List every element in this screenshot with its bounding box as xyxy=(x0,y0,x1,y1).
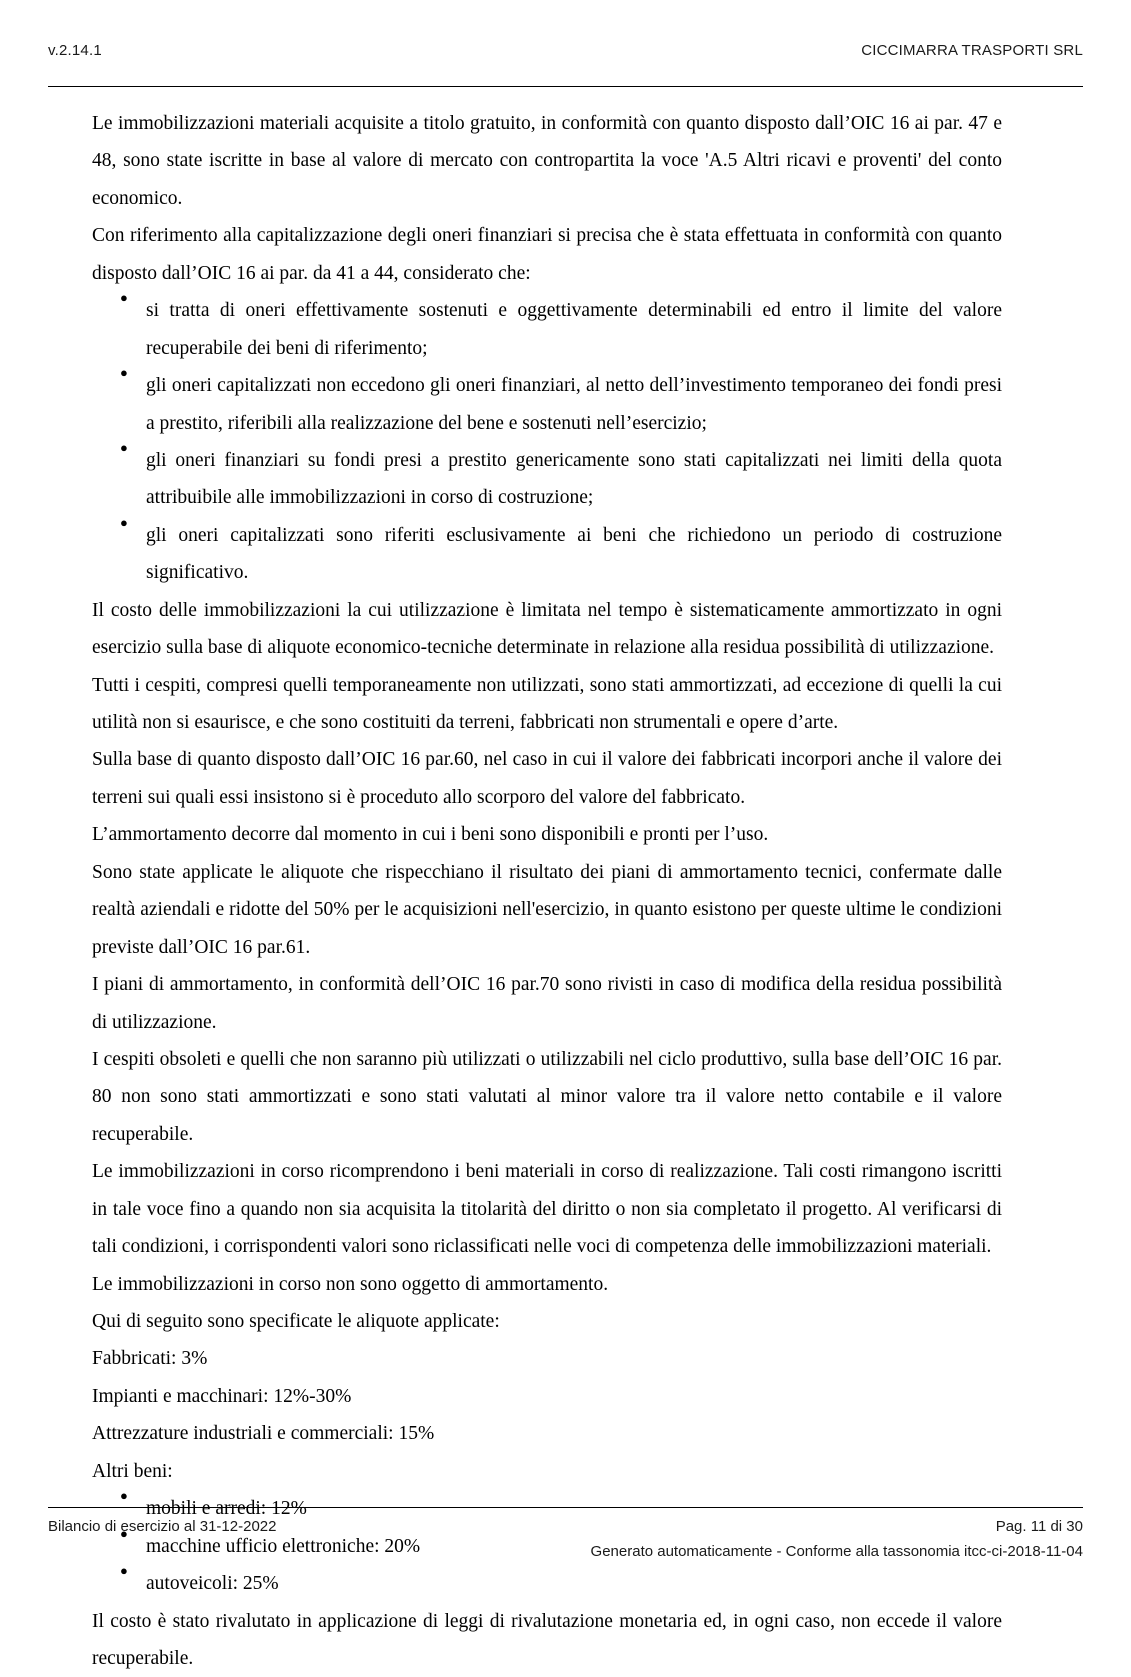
footer-note: Generato automaticamente - Conforme alla tassonomia itcc-ci-2018-11-04 xyxy=(48,1543,1083,1560)
paragraph-decorrenza-ammortamento: L’ammortamento decorre dal momento in cui i beni sono disponibili e pronti per l’uso. xyxy=(92,816,1002,853)
rate-impianti-macchinari: Impianti e macchinari: 12%-30% xyxy=(92,1378,1002,1415)
footer-balance-label: Bilancio di esercizio al 31-12-2022 xyxy=(48,1518,276,1535)
document-body xyxy=(92,105,1002,1677)
header-company-name: CICCIMARRA TRASPORTI SRL xyxy=(861,42,1083,59)
paragraph-aliquote-intro: Qui di seguito sono specificate le aliquote applicate: xyxy=(92,1303,1002,1340)
paragraph-gratuito: Le immobilizzazioni materiali acquisite a titolo gratuito, in conformità con quanto disposto dall’OIC 16 ai par. 47 e 48, sono state iscritte in base al valore di mercato con contropartita la voce 'A.5 Altri ricavi e proventi' del conto economico. xyxy=(92,105,1002,217)
page-header xyxy=(48,42,1083,87)
rate-attrezzature: Attrezzature industriali e commerciali: 15% xyxy=(92,1415,1002,1452)
rate-altri-beni-label: Altri beni: xyxy=(92,1453,1002,1490)
list-item: ● si tratta di oneri effettivamente sostenuti e oggettivamente determinabili ed entro il limite del valore recuperabile dei beni di riferimento; xyxy=(92,292,1002,367)
list-item: ● mobili e arredi: 12% xyxy=(92,1490,1002,1527)
list-item: ● gli oneri capitalizzati non eccedono gli oneri finanziari, al netto dell’investimento temporaneo dei fondi presi a prestito, riferibili alla realizzazione del bene e sostenuti nell’esercizio; xyxy=(92,367,1002,442)
footer-page-number: Pag. 11 di 30 xyxy=(996,1518,1083,1535)
paragraph-piani-revisione: I piani di ammortamento, in conformità dell’OIC 16 par.70 sono rivisti in caso di modifica della residua possibilità di utilizzazione. xyxy=(92,966,1002,1041)
rate-fabbricati: Fabbricati: 3% xyxy=(92,1340,1002,1377)
paragraph-rivalutazione: Il costo è stato rivalutato in applicazione di leggi di rivalutazione monetaria ed, in ogni caso, non eccede il valore recuperabile. xyxy=(92,1603,1002,1677)
page-footer xyxy=(48,1507,1083,1560)
list-item: ● gli oneri finanziari su fondi presi a prestito genericamente sono stati capitalizzati nei limiti della quota attribuibile alle immobilizzazioni in corso di costruzione; xyxy=(92,442,1002,517)
header-version: v.2.14.1 xyxy=(48,42,102,59)
list-item: ● autoveicoli: 25% xyxy=(92,1565,1002,1602)
paragraph-immobilizzazioni-in-corso: Le immobilizzazioni in corso ricomprendono i beni materiali in corso di realizzazione. Tali costi rimangono iscritti in tale voce fino a quando non sia acquisita la titolarità del diritto o non sia completato il progetto. Al verificarsi di tali condizioni, i corrispondenti valori sono riclassificati nelle voci di competenza delle immobilizzazioni materiali. xyxy=(92,1153,1002,1265)
paragraph-scorporo-terreni: Sulla base di quanto disposto dall’OIC 16 par.60, nel caso in cui il valore dei fabbricati incorpori anche il valore dei terreni sui quali essi insistono si è proceduto allo scorporo del valore del fabbricato. xyxy=(92,741,1002,816)
footer-main-row xyxy=(48,1518,1083,1535)
paragraph-oneri-finanziari-intro: Con riferimento alla capitalizzazione degli oneri finanziari si precisa che è stata effettuata in conformità con quanto disposto dall’OIC 16 ai par. da 41 a 44, considerato che: xyxy=(92,217,1002,292)
paragraph-in-corso-no-ammortamento: Le immobilizzazioni in corso non sono oggetto di ammortamento. xyxy=(92,1266,1002,1303)
paragraph-cespiti: Tutti i cespiti, compresi quelli temporaneamente non utilizzati, sono stati ammortizzati, ad eccezione di quelli la cui utilità non si esaurisce, e che sono costituiti da terreni, fabbricati non strumentali e opere d’arte. xyxy=(92,667,1002,742)
list-item: ● gli oneri capitalizzati sono riferiti esclusivamente ai beni che richiedono un periodo di costruzione significativo. xyxy=(92,517,1002,592)
paragraph-aliquote-piani: Sono state applicate le aliquote che rispecchiano il risultato dei piani di ammortamento tecnici, confermate dalle realtà aziendali e ridotte del 50% per le acquisizioni nell'esercizio, in quanto esistono per queste ultime le condizioni previste dall’OIC 16 par.61. xyxy=(92,854,1002,966)
paragraph-cespiti-obsoleti: I cespiti obsoleti e quelli che non saranno più utilizzati o utilizzabili nel ciclo produttivo, sulla base dell’OIC 16 par. 80 non sono stati ammortizzati e sono stati valutati al minor valore tra il valore netto contabile e il valore recuperabile. xyxy=(92,1041,1002,1153)
paragraph-costo-ammortamento: Il costo delle immobilizzazioni la cui utilizzazione è limitata nel tempo è sistematicamente ammortizzato in ogni esercizio sulla base di aliquote economico-tecniche determinate in relazione alla residua possibilità di utilizzazione. xyxy=(92,592,1002,667)
bullet-list-oneri xyxy=(92,292,1002,592)
list-item: ● macchine ufficio elettroniche: 20% xyxy=(92,1528,1002,1565)
